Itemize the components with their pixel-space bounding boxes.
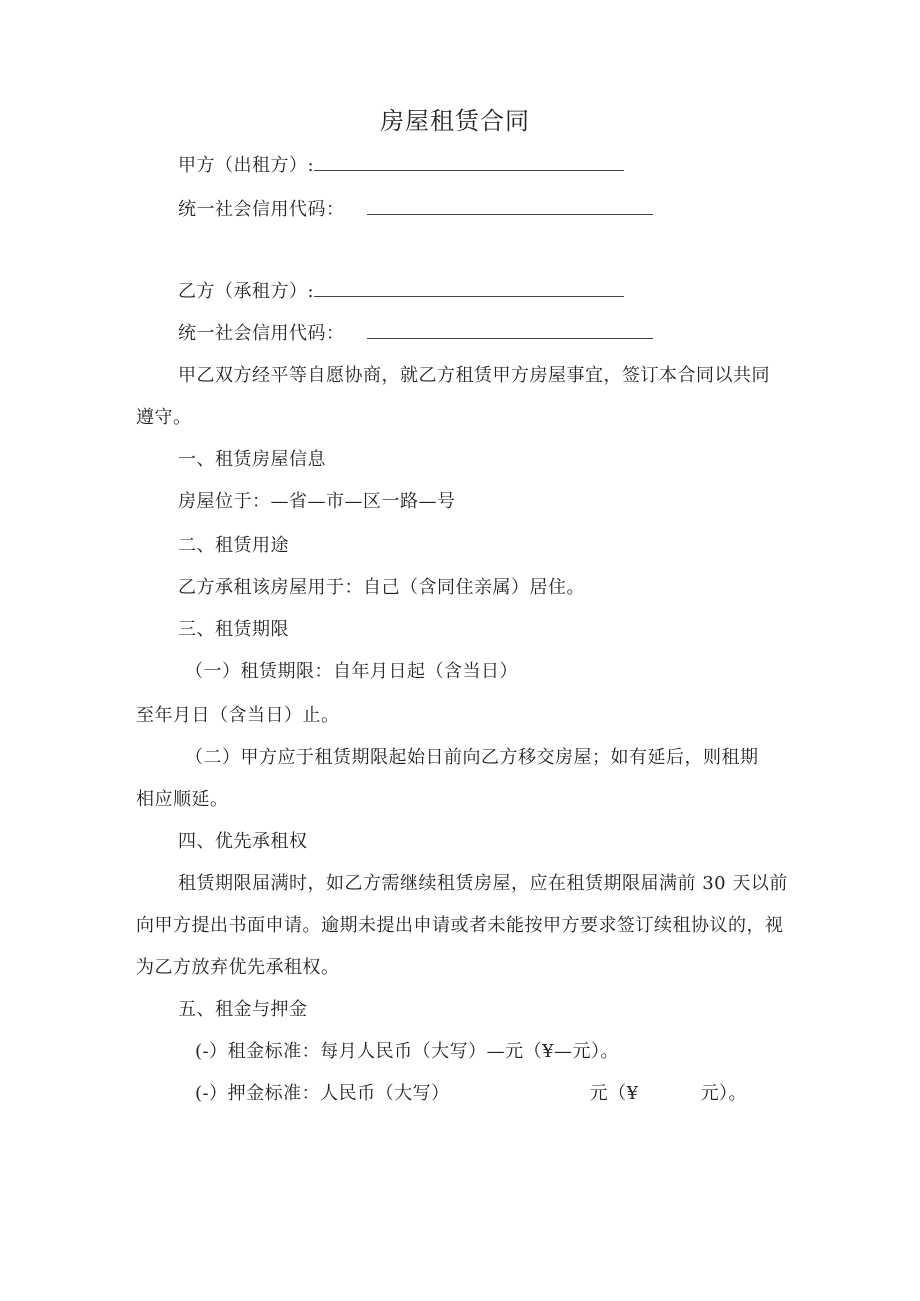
party-b-row	[178, 278, 624, 304]
section-4-line-1: 租赁期限届满时，如乙方需继续租赁房屋，应在租赁期限届满前 30 天以前	[178, 873, 788, 894]
section-3-item-1-line-1: （一）租赁期限：自年月日起（含当日）	[185, 661, 518, 682]
party-a-blank	[314, 152, 624, 171]
party-a-credit-blank	[367, 196, 653, 215]
section-5-heading: 五、租金与押金	[178, 999, 308, 1020]
section-3-item-2-line-2: 相应顺延。	[136, 789, 229, 810]
party-a-credit-label: 统一社会信用代码：	[178, 199, 345, 220]
section-2-heading: 二、租赁用途	[178, 535, 289, 556]
party-b-blank	[314, 278, 624, 297]
section-4-line-2: 向甲方提出书面申请。逾期未提出申请或者未能按甲方要求签订续租协议的，视	[136, 915, 784, 936]
section-5-deposit-row	[195, 1082, 747, 1106]
intro-line-2: 遵守。	[136, 407, 192, 428]
section-3-item-2-line-1: （二）甲方应于租赁期限起始日前向乙方移交房屋；如有延后，则租期	[185, 747, 759, 768]
section-2-body: 乙方承租该房屋用于：自己（含同住亲属）居住。	[178, 577, 585, 598]
party-b-label: 乙方（承租方）:	[178, 281, 315, 302]
section-3-heading: 三、租赁期限	[178, 619, 289, 640]
section-4-heading: 四、优先承租权	[178, 831, 308, 852]
section-1-heading: 一、租赁房屋信息	[178, 449, 326, 470]
party-b-credit-blank	[367, 320, 653, 339]
deposit-label: (-）押金标准：人民币（大写）	[195, 1083, 450, 1104]
party-b-credit-label: 统一社会信用代码：	[178, 323, 345, 344]
party-b-credit-row	[178, 320, 653, 346]
deposit-yuan-close: 元）。	[700, 1083, 748, 1104]
section-5-rent: (-）租金标准：每月人民币（大写）—元（¥—元）。	[195, 1041, 620, 1062]
party-a-row	[178, 152, 624, 178]
deposit-yuan-open: 元（¥	[589, 1083, 639, 1104]
section-1-body: 房屋位于：—省—市—区一路—号	[178, 491, 456, 512]
party-a-credit-row	[178, 196, 653, 222]
page-title: 房屋租赁合同	[380, 107, 530, 135]
party-a-label: 甲方（出租方）:	[178, 155, 315, 176]
intro-line-1: 甲乙双方经平等自愿协商，就乙方租赁甲方房屋事宜，签订本合同以共同	[178, 365, 770, 386]
section-4-line-3: 为乙方放弃优先承租权。	[136, 957, 340, 978]
section-3-item-1-line-2: 至年月日（含当日）止。	[136, 705, 340, 726]
